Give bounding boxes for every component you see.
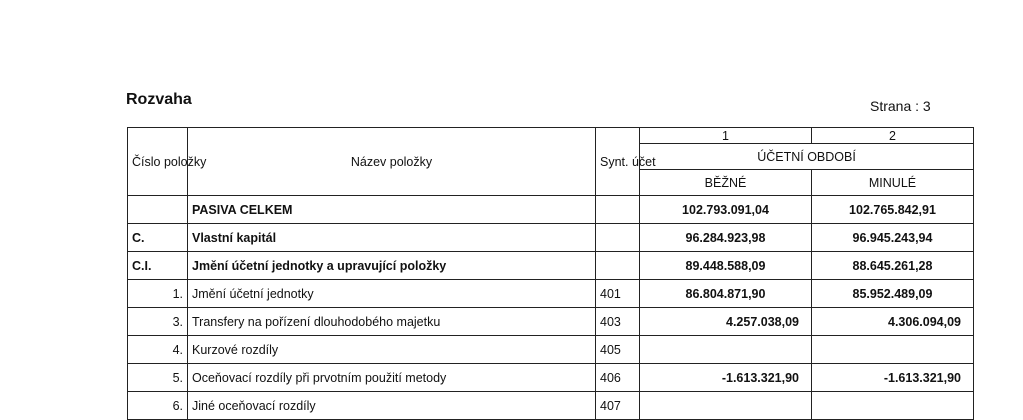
table-row xyxy=(128,252,974,280)
table-row xyxy=(128,196,974,224)
row-synt: 403 xyxy=(596,308,640,336)
balance-sheet-table xyxy=(127,127,974,420)
row-bezne: 102.793.091,04 xyxy=(640,196,812,224)
row-synt: 401 xyxy=(596,280,640,308)
table-row xyxy=(128,280,974,308)
row-minule: 88.645.261,28 xyxy=(812,252,974,280)
row-nazev: Jiné oceňovací rozdíly xyxy=(188,392,596,420)
row-bezne xyxy=(640,392,812,420)
row-cislo: 5. xyxy=(128,364,188,392)
row-synt: 405 xyxy=(596,336,640,364)
header-nazev: Název položky xyxy=(188,128,596,196)
row-cislo: 1. xyxy=(128,280,188,308)
row-bezne: 89.448.588,09 xyxy=(640,252,812,280)
row-nazev: Vlastní kapitál xyxy=(188,224,596,252)
row-cislo xyxy=(128,196,188,224)
header-col2-number: 2 xyxy=(812,128,974,144)
row-minule: 96.945.243,94 xyxy=(812,224,974,252)
document-title: Rozvaha xyxy=(126,91,192,108)
row-cislo: 6. xyxy=(128,392,188,420)
row-synt xyxy=(596,252,640,280)
row-minule: 4.306.094,09 xyxy=(812,308,974,336)
row-minule: 85.952.489,09 xyxy=(812,280,974,308)
row-cislo: 4. xyxy=(128,336,188,364)
page-number: Strana : 3 xyxy=(870,98,931,114)
table-row xyxy=(128,308,974,336)
row-bezne: -1.613.321,90 xyxy=(640,364,812,392)
row-bezne: 86.804.871,90 xyxy=(640,280,812,308)
header-cislo: Číslo položky xyxy=(128,128,188,196)
header-ucetni-obdobi: ÚČETNÍ OBDOBÍ xyxy=(640,144,974,170)
row-bezne xyxy=(640,336,812,364)
header-col1-number: 1 xyxy=(640,128,812,144)
row-bezne: 96.284.923,98 xyxy=(640,224,812,252)
row-nazev: Jmění účetní jednotky xyxy=(188,280,596,308)
row-minule: 102.765.842,91 xyxy=(812,196,974,224)
row-synt xyxy=(596,196,640,224)
row-nazev: Transfery na pořízení dlouhodobého majetku xyxy=(188,308,596,336)
table-row xyxy=(128,364,974,392)
row-synt: 407 xyxy=(596,392,640,420)
row-minule xyxy=(812,336,974,364)
row-cislo: C. xyxy=(128,224,188,252)
row-synt xyxy=(596,224,640,252)
header-minule: MINULÉ xyxy=(812,170,974,196)
table-row xyxy=(128,224,974,252)
row-synt: 406 xyxy=(596,364,640,392)
header-synt: Synt. účet xyxy=(596,128,640,196)
row-cislo: 3. xyxy=(128,308,188,336)
table-row xyxy=(128,392,974,420)
table-row xyxy=(128,336,974,364)
row-cislo: C.I. xyxy=(128,252,188,280)
row-minule xyxy=(812,392,974,420)
row-nazev: Kurzové rozdíly xyxy=(188,336,596,364)
row-nazev: Jmění účetní jednotky a upravující položky xyxy=(188,252,596,280)
row-minule: -1.613.321,90 xyxy=(812,364,974,392)
row-bezne: 4.257.038,09 xyxy=(640,308,812,336)
row-nazev: Oceňovací rozdíly při prvotním použití metody xyxy=(188,364,596,392)
row-nazev: PASIVA CELKEM xyxy=(188,196,596,224)
header-bezne: BĚŽNÉ xyxy=(640,170,812,196)
